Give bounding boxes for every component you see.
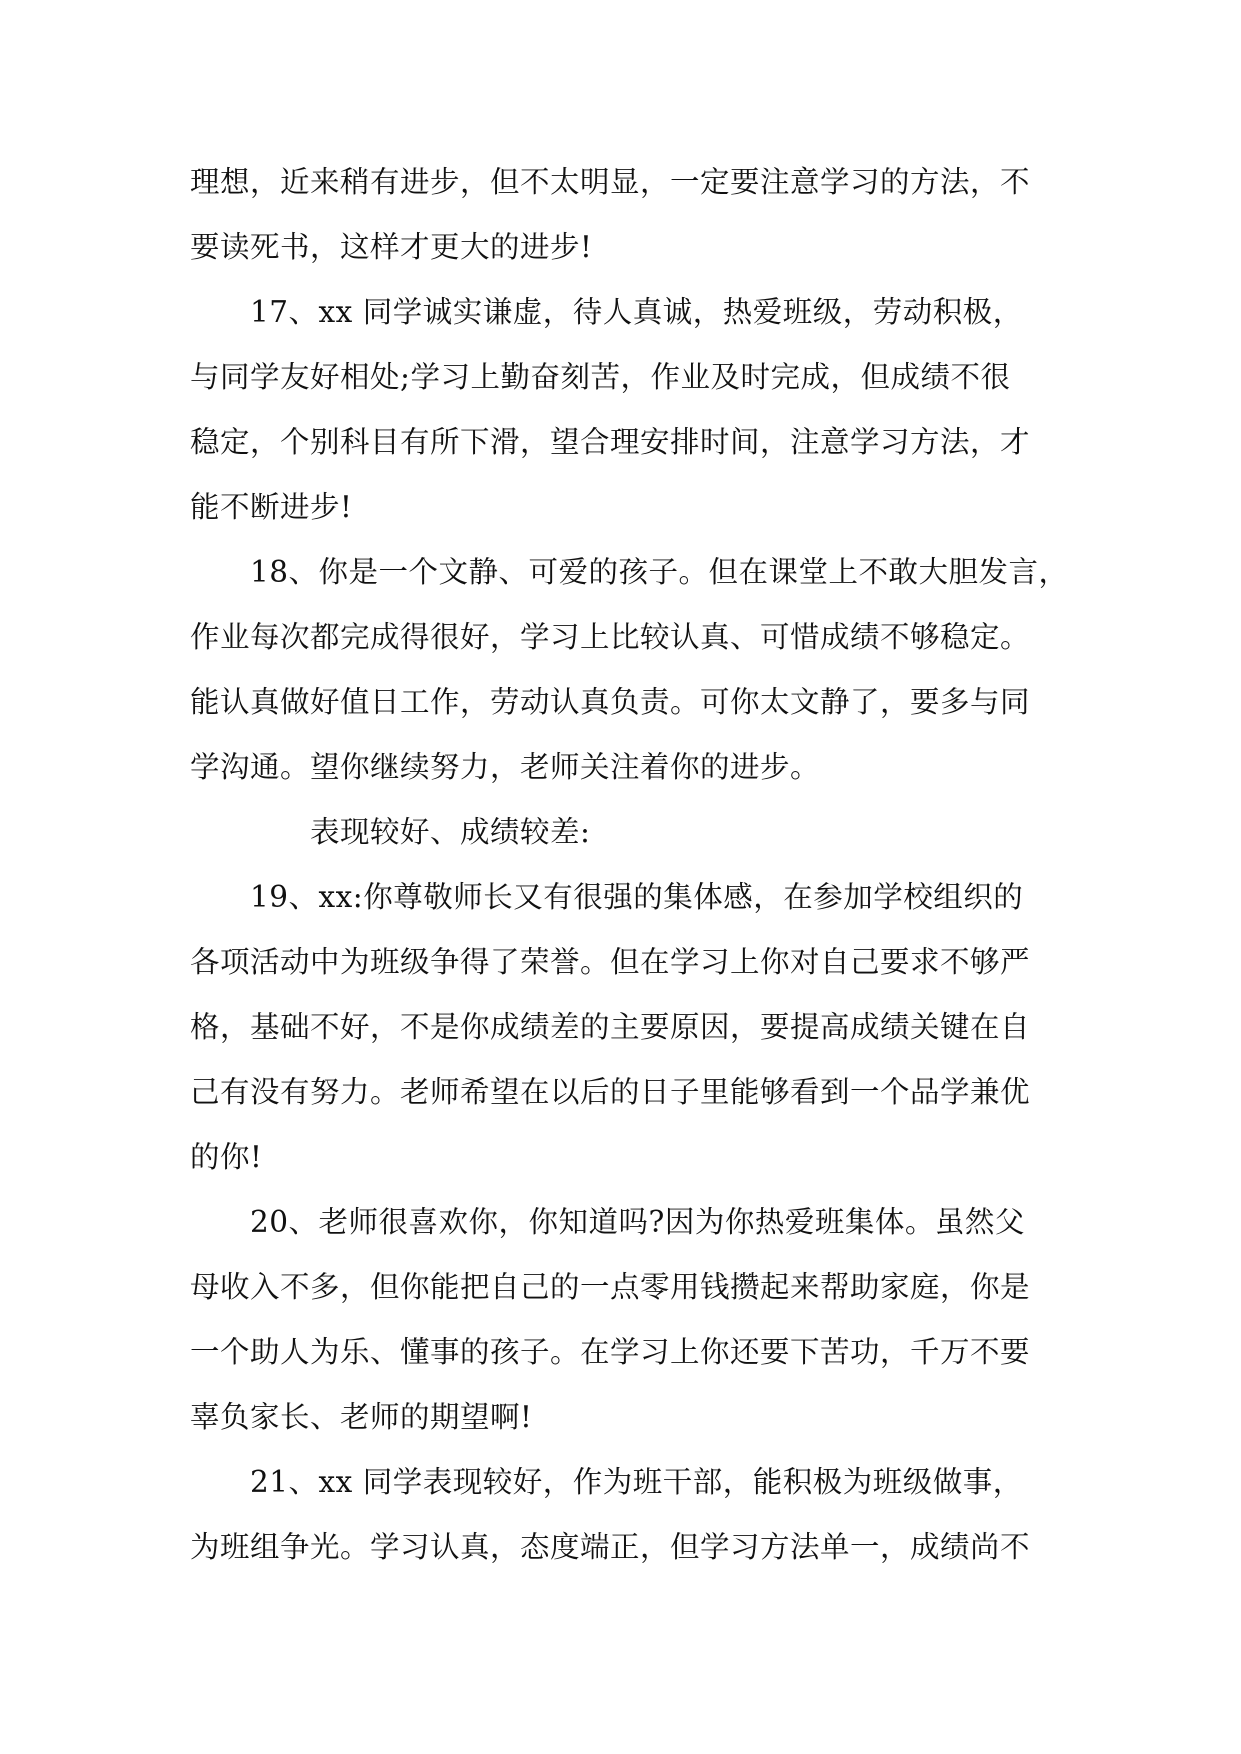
text-line: 能认真做好值日工作，劳动认真负责。可你太文静了，要多与同	[190, 685, 1031, 719]
paragraph-20-start: 20、老师很喜欢你，你知道吗?因为你热爱班集体。虽然父	[250, 1205, 1025, 1239]
document-page	[190, 150, 1069, 1580]
text-line: 一个助人为乐、懂事的孩子。在学习上你还要下苦功，千万不要	[190, 1335, 1031, 1369]
text-line: 要读死书，这样才更大的进步!	[190, 230, 593, 264]
text-line: 理想，近来稍有进步，但不太明显，一定要注意学习的方法，不	[190, 165, 1031, 199]
text-line: 与同学友好相处;学习上勤奋刻苦，作业及时完成，但成绩不很	[190, 360, 1011, 394]
text-line: 的你!	[190, 1140, 263, 1174]
text-line: 己有没有努力。老师希望在以后的日子里能够看到一个品学兼优	[190, 1075, 1031, 1109]
section-heading: 表现较好、成绩较差:	[310, 815, 591, 849]
text-line: 学沟通。望你继续努力，老师关注着你的进步。	[190, 750, 821, 784]
paragraph-19-start: 19、xx:你尊敬师长又有很强的集体感，在参加学校组织的	[250, 880, 1024, 914]
paragraph-18-start: 18、你是一个文静、可爱的孩子。但在课堂上不敢大胆发言，	[250, 555, 1069, 589]
text-line: 母收入不多，但你能把自己的一点零用钱攒起来帮助家庭，你是	[190, 1270, 1031, 1304]
text-line: 辜负家长、老师的期望啊!	[190, 1400, 533, 1434]
text-line: 各项活动中为班级争得了荣誉。但在学习上你对自己要求不够严	[190, 945, 1031, 979]
text-line: 稳定，个别科目有所下滑，望合理安排时间，注意学习方法，才	[190, 425, 1031, 459]
text-line: 作业每次都完成得很好，学习上比较认真、可惜成绩不够稳定。	[190, 620, 1031, 654]
paragraph-17-start: 17、xx 同学诚实谦虚，待人真诚，热爱班级，劳动积极，	[250, 295, 1023, 329]
text-line: 能不断进步!	[190, 490, 353, 524]
text-line: 为班组争光。学习认真，态度端正，但学习方法单一，成绩尚不	[190, 1530, 1031, 1564]
text-line: 格，基础不好，不是你成绩差的主要原因，要提高成绩关键在自	[190, 1010, 1031, 1044]
paragraph-21-start: 21、xx 同学表现较好，作为班干部，能积极为班级做事，	[250, 1465, 1023, 1499]
